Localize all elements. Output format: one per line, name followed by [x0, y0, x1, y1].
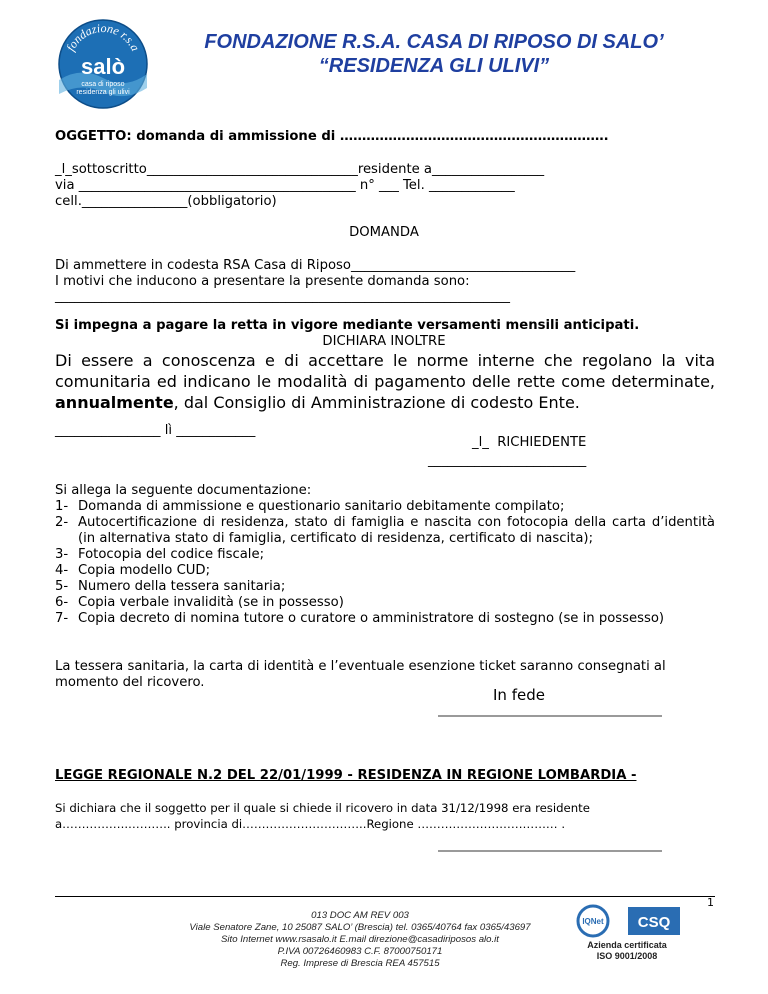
cell-line: cell.________________(obbligatorio) [55, 194, 277, 209]
csq-label: CSQ [637, 914, 671, 931]
blank-line: _____________________________________________________________________ [55, 289, 510, 304]
via-line: via __________________________________________ n° ___ Tel. _____________ [55, 178, 515, 193]
legge-signature-line [438, 850, 662, 852]
csq-logo [628, 907, 680, 935]
list-item-text: Copia decreto di nomina tutore o curatore o amministratore di sostegno (se in possesso) [78, 611, 665, 626]
page-title [150, 30, 718, 78]
list-item-text: Autocertificazione di residenza, stato di famiglia e nascita con fotocopia della carta d’identità (in alternativa stato di famiglia, certificato di residenza, certificato di nascita); [78, 515, 715, 546]
title-line-2: “RESIDENZA GLI ULIVI” [318, 55, 550, 77]
list-item-number: 5- [55, 579, 69, 594]
footer-doc-code: 013 DOC AM REV 003 [311, 910, 409, 921]
list-item-number: 7- [55, 611, 69, 626]
iqnet-label: IQNet [582, 917, 604, 926]
ammettere-line: Di ammettere in codesta RSA Casa di Riposo__________________________________ [55, 258, 576, 273]
footer-info [160, 910, 560, 970]
list-item-number: 6- [55, 595, 69, 610]
footer-internet: Sito Internet www.rsasalo.it E.mail direzione@casadiriposos alo.it [221, 934, 499, 945]
logo-sub1: casa di riposo [81, 81, 125, 88]
sottoscritto-line: _l_sottoscritto________________________________residente a_________________ [55, 162, 545, 177]
list-item-text: Fotocopia del codice fiscale; [78, 547, 265, 562]
dichiara-heading: DICHIARA INOLTRE [322, 334, 446, 349]
footer-divider [55, 896, 715, 897]
footer-piva: P.IVA 00726460983 C.F. 87000750171 [277, 946, 443, 957]
list-item-text: Numero della tessera sanitaria; [78, 579, 286, 594]
logo-name: salò [80, 54, 126, 79]
page-number: 1 [707, 896, 714, 909]
certification-label [572, 940, 682, 962]
logo-arc-text: fondazione r.s.a [63, 20, 143, 54]
footer-rea: Reg. Imprese di Brescia REA 457515 [280, 958, 440, 969]
logo [57, 18, 149, 110]
list-item-text: Copia modello CUD; [78, 563, 211, 578]
richiedente-signature-line: ________________________ [428, 453, 587, 468]
list-item-text: Copia verbale invalidità (se in possesso) [78, 595, 344, 610]
place-date-line: ________________ lì ____________ [55, 423, 256, 438]
cert-line-1: Azienda certificata [587, 940, 667, 950]
motivi-line: I motivi che inducono a presentare la presente domanda sono: [55, 274, 470, 289]
allega-heading: Si allega la seguente documentazione: [55, 483, 312, 498]
legge-line-2: a……………..……….. provincia di…………………………..Regione ……………………………… . [55, 817, 566, 831]
dichiara-paragraph [55, 350, 715, 413]
dichiara-text-after: , dal Consiglio di Amministrazione di codesto Ente. [173, 393, 580, 412]
in-fede-label: In fede [493, 686, 545, 704]
domanda-heading: DOMANDA [349, 225, 419, 240]
oggetto-line: OGGETTO: domanda di ammissione di ……………………………………………………. [55, 129, 609, 144]
tessera-note: La tessera sanitaria, la carta di identità e l’eventuale esenzione ticket saranno consegnati al momento del ricovero. [55, 659, 666, 690]
list-item-number: 1- [55, 499, 69, 514]
title-line-1: FONDAZIONE R.S.A. CASA DI RIPOSO DI SALO’ [204, 31, 664, 53]
footer-address: Viale Senatore Zane, 10 25087 SALO’ (Brescia) tel. 0365/40764 fax 0365/43697 [189, 922, 531, 933]
list-item-number: 2- [55, 515, 69, 530]
legge-line-1: Si dichiara che il soggetto per il quale si chiede il ricovero in data 31/12/1998 era residente [55, 801, 590, 815]
dichiara-bold: annualmente [55, 393, 174, 412]
logo-sub2: residenza gli ulivi [76, 89, 130, 96]
impegno-line: Si impegna a pagare la retta in vigore mediante versamenti mensili anticipati. [55, 318, 640, 333]
iqnet-logo [572, 904, 614, 938]
in-fede-signature-line [438, 715, 662, 717]
list-item-number: 3- [55, 547, 69, 562]
list-item-text: Domanda di ammissione e questionario sanitario debitamente compilato; [78, 499, 565, 514]
cert-line-2: ISO 9001/2008 [596, 951, 658, 961]
legge-heading: LEGGE REGIONALE N.2 DEL 22/01/1999 - RESIDENZA IN REGIONE LOMBARDIA - [55, 768, 637, 783]
list-item-number: 4- [55, 563, 69, 578]
richiedente-label: _l_ RICHIEDENTE [472, 435, 587, 450]
dichiara-text-before: Di essere a conoscenza e di accettare le norme interne che regolano la vita comunitaria ed indicano le modalità di pagamento delle rette come determinate, [55, 351, 715, 391]
